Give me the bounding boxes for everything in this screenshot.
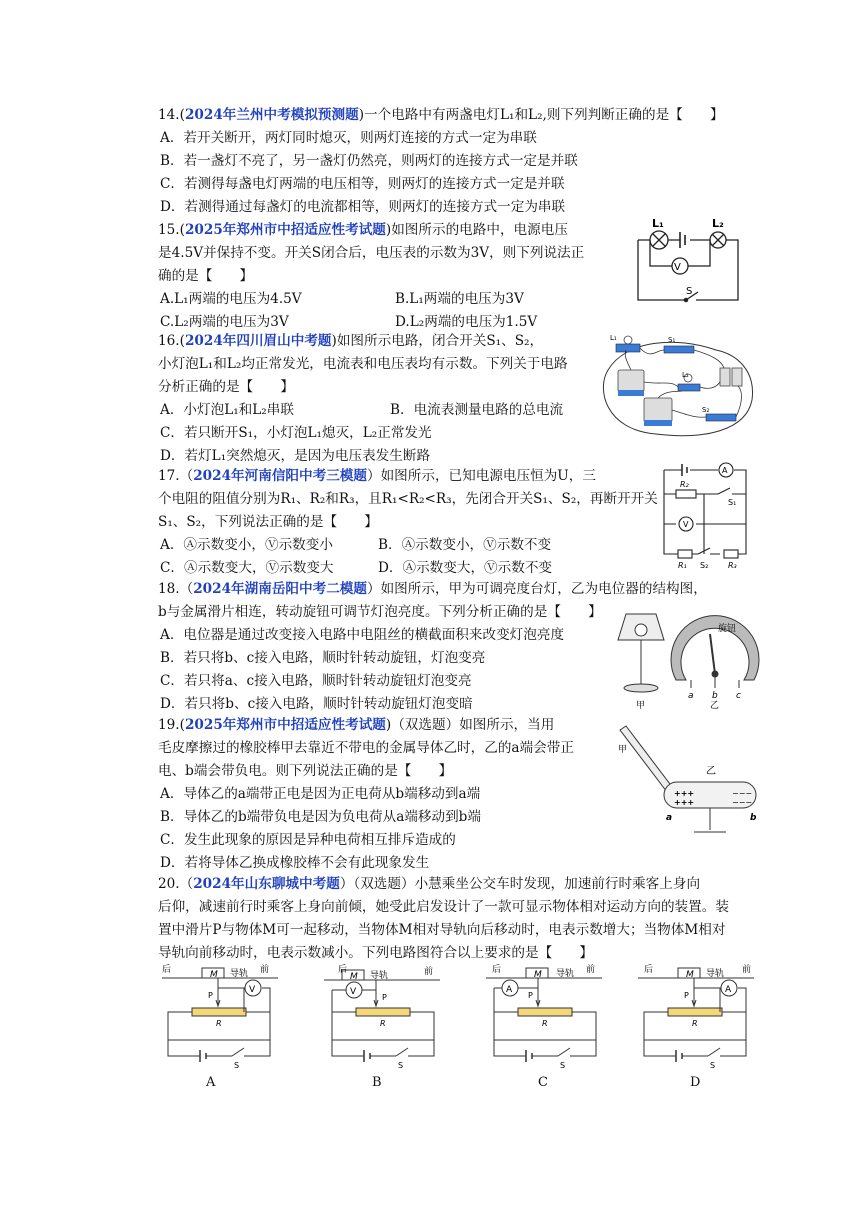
option-d: D．若灯L₁突然熄灭，是因为电压表发生断路: [160, 448, 431, 464]
s1-label: S₁: [728, 498, 737, 507]
question-stem: 17.（2024年河南信阳中考三模题）如图所示，已知电源电压恒为U，三: [158, 468, 596, 484]
option-d: D．Ⓐ示数变大，Ⓥ示数不变: [378, 560, 553, 576]
r-label: R: [380, 1019, 386, 1028]
figure-q20-panel-a: [162, 962, 290, 1074]
question-stem: 16.(2024年四川眉山中考题)如图所示电路，闭合开关S₁、S₂，: [158, 333, 544, 349]
s-label: S: [710, 1061, 716, 1070]
terminal-c: c: [736, 691, 741, 701]
option-c: C．若测得每盏电灯两端的电压相等，则两灯的连接方式一定是并联: [160, 176, 565, 192]
figure-q15-circuit: [628, 216, 748, 312]
l2-label: L₂: [682, 371, 689, 379]
option-c: C．若只将a、c接入电路，顺时针转动旋钮灯泡变亮: [160, 673, 472, 689]
question-source: 2025年郑州市中招适应性考试题: [184, 717, 386, 733]
back-label: 后: [492, 965, 502, 975]
option-c: C.L₂两端的电压为3V: [160, 314, 289, 330]
figure-q16-circuit: [596, 330, 756, 444]
figure-q18-lamp-potentiometer: [614, 604, 762, 710]
question-stem: 14.(2024年兰州中考模拟预测题)一个电路中有两盏电灯L₁和L₂,则下列判断正确的是【 】: [158, 107, 724, 123]
l1-label: L₁: [652, 217, 664, 230]
question-source: 2024年河南信阳中考三模题: [193, 468, 367, 484]
meter-label: A: [506, 985, 513, 995]
question-stem: 15.(2025年郑州市中招适应性考试题)如图所示的电路中，电源电压: [158, 222, 568, 238]
svg-text:+++: +++: [674, 789, 695, 798]
r-label: R: [542, 1019, 548, 1028]
end-b: b: [750, 813, 757, 823]
figure-q17-circuit: [654, 460, 754, 572]
jia-label: 甲: [618, 745, 628, 755]
option-a: A．电位器是通过改变接入电路中电阻丝的横截面积来改变灯泡亮度: [160, 627, 565, 643]
option-d: D．若只将b、c接入电路，顺时针转动旋钮灯泡变暗: [160, 696, 473, 712]
end-a: a: [666, 813, 673, 823]
panel-b-caption: B: [372, 1075, 382, 1090]
front-label: 前: [586, 965, 596, 975]
l2-label: L₂: [712, 217, 724, 230]
option-b: B.L₁两端的电压为3V: [395, 291, 524, 307]
question-stem-line: 小灯泡L₁和L₂均正常发光，电流表和电压表均有示数。下列关于电路: [158, 356, 568, 372]
question-stem-line: 个电阻的阻值分别为R₁、R₂和R₃，且R₁<R₂<R₃，先闭合开关S₁、S₂，再断开开关: [158, 491, 658, 507]
voltmeter-label: V: [674, 262, 681, 273]
rail-label: 导轨: [706, 969, 725, 979]
question-stem-line: 确的是【 】: [158, 268, 254, 284]
s-label: S: [234, 1061, 240, 1070]
yi-label: 乙: [710, 701, 720, 710]
question-stem-line: 电、b端会带负电。则下列说法正确的是【 】: [158, 763, 453, 779]
terminal-b: b: [712, 691, 718, 701]
m-label: M: [210, 970, 218, 980]
r1-label: R₁: [678, 561, 687, 570]
figure-q19-induction: [614, 722, 764, 840]
question-stem-line: 毛皮摩擦过的橡胶棒甲去靠近不带电的金属导体乙时，乙的a端会带正: [158, 740, 574, 756]
s2-label: S₂: [700, 561, 709, 570]
back-label: 后: [162, 965, 172, 975]
m-label: M: [686, 970, 694, 980]
option-c: C．Ⓐ示数变大，Ⓥ示数变大: [160, 560, 334, 576]
r3-label: R₃: [728, 561, 737, 570]
m-label: M: [534, 970, 542, 980]
switch-label: S: [686, 286, 693, 297]
question-stem-line: 导轨向前移动时，电表示数减小。下列电路图符合以上要求的是【 】: [158, 945, 593, 961]
option-b: B．电流表测量电路的总电流: [390, 402, 564, 418]
question-stem-line: 置中滑片P与物体M可一起移动，当物体M相对导轨向后移动时，电表示数增大；当物体M相对: [158, 922, 726, 938]
p-label: P: [208, 991, 213, 1000]
option-c: C．发生此现象的原因是异种电荷相互排斥造成的: [160, 832, 456, 848]
yi-label: 乙: [706, 766, 716, 777]
option-a: A．Ⓐ示数变小，Ⓥ示数变小: [160, 537, 333, 553]
s-label: S: [560, 1061, 566, 1070]
option-d: D．若测得通过每盏灯的电流都相等，则两灯的连接方式一定为串联: [160, 199, 566, 215]
question-source: 2024年兰州中考模拟预测题: [184, 107, 359, 123]
svg-text:+++: +++: [674, 798, 695, 807]
option-d: D．若将导体乙换成橡胶棒不会有此现象发生: [160, 855, 430, 871]
back-label: 后: [644, 965, 654, 975]
p-label: P: [382, 993, 387, 1002]
question-stem: 18.（2024年湖南岳阳中考二模题）如图所示，甲为可调亮度台灯，乙为电位器的结构图，: [158, 581, 707, 597]
question-source: 2024年四川眉山中考题: [184, 333, 332, 349]
question-source: 2024年山东聊城中考题: [193, 876, 340, 892]
rail-label: 导轨: [556, 969, 575, 979]
option-a: A.L₁两端的电压为4.5V: [160, 291, 302, 307]
r-label: R: [692, 1019, 698, 1028]
p-label: P: [528, 991, 533, 1000]
question-stem-line: 是4.5V并保持不变。开关S闭合后，电压表的示数为3V，则下列说法正: [158, 245, 585, 261]
figure-q20-panel-c: [486, 962, 614, 1074]
s1-label: S₁: [668, 336, 676, 344]
voltmeter-label: V: [683, 520, 689, 529]
front-label: 前: [260, 965, 270, 975]
r2-label: R₂: [680, 480, 689, 489]
question-20: [158, 873, 778, 965]
front-label: 前: [742, 965, 752, 975]
panel-c-caption: C: [538, 1075, 548, 1090]
figure-q20-panel-b: [324, 962, 452, 1074]
question-stem-line: 后仰，减速前行时乘客上身向前倾，她受此启发设计了一款可显示物体相对运动方向的装置。装: [158, 899, 729, 915]
question-stem: 19.(2025年郑州市中招适应性考试题)（双选题）如图所示，当用: [158, 717, 555, 733]
panel-d-caption: D: [690, 1075, 701, 1090]
rail-label: 导轨: [370, 971, 389, 981]
question-stem-line: 分析正确的是【 】: [158, 379, 294, 395]
back-label: 后: [338, 965, 348, 975]
option-b: B．导体乙的b端带负电是因为负电荷从a端移动到b端: [160, 809, 481, 825]
option-b: B．若一盏灯不亮了，另一盏灯仍然亮，则两灯的连接方式一定是并联: [160, 153, 578, 169]
option-a: A．导体乙的a端带正电是因为正电荷从b端移动到a端: [160, 786, 481, 802]
option-a: A．小灯泡L₁和L₂串联: [160, 402, 294, 418]
ammeter-label: A: [722, 466, 728, 475]
question-stem-line: S₁、S₂，下列说法正确的是【 】: [158, 514, 378, 530]
meter-label: V: [249, 985, 256, 995]
front-label: 前: [424, 967, 434, 977]
l1-label: L₁: [610, 334, 617, 342]
question-source: 2024年湖南岳阳中考二模题: [193, 581, 367, 597]
panel-a-caption: A: [206, 1075, 216, 1090]
terminal-a: a: [688, 691, 694, 701]
s-label: S: [398, 1061, 404, 1070]
option-b: B．若只将b、c接入电路，顺时针转动旋钮，灯泡变亮: [160, 650, 486, 666]
meter-label: V: [350, 987, 357, 997]
question-stem: 20.（2024年山东聊城中考题）（双选题）小慧乘坐公交车时发现，加速前行时乘客上身向: [158, 876, 701, 892]
knob-label: 旋钮: [718, 624, 737, 634]
option-d: D.L₂两端的电压为1.5V: [395, 314, 538, 330]
rail-label: 导轨: [230, 969, 249, 979]
question-14: [158, 104, 778, 219]
svg-text:−−−: −−−: [732, 798, 753, 807]
jia-label: 甲: [636, 701, 646, 710]
m-label: M: [350, 972, 358, 982]
p-label: P: [684, 991, 689, 1000]
option-b: B．Ⓐ示数变小，Ⓥ示数不变: [378, 537, 552, 553]
option-a: A．若开关断开，两灯同时熄灭，则两灯连接的方式一定为串联: [160, 130, 537, 146]
r-label: R: [216, 1019, 222, 1028]
meter-label: A: [725, 985, 732, 995]
question-source: 2025年郑州市中招适应性考试题: [184, 222, 386, 238]
option-c: C．若只断开S₁，小灯泡L₁熄灭，L₂正常发光: [160, 425, 432, 441]
svg-text:−−−: −−−: [732, 789, 753, 798]
figure-q20-panel-d: [638, 962, 766, 1074]
s2-label: S₂: [702, 406, 710, 414]
question-stem-line: b与金属滑片相连，转动旋钮可调节灯泡亮度。下列分析正确的是【 】: [158, 604, 602, 620]
